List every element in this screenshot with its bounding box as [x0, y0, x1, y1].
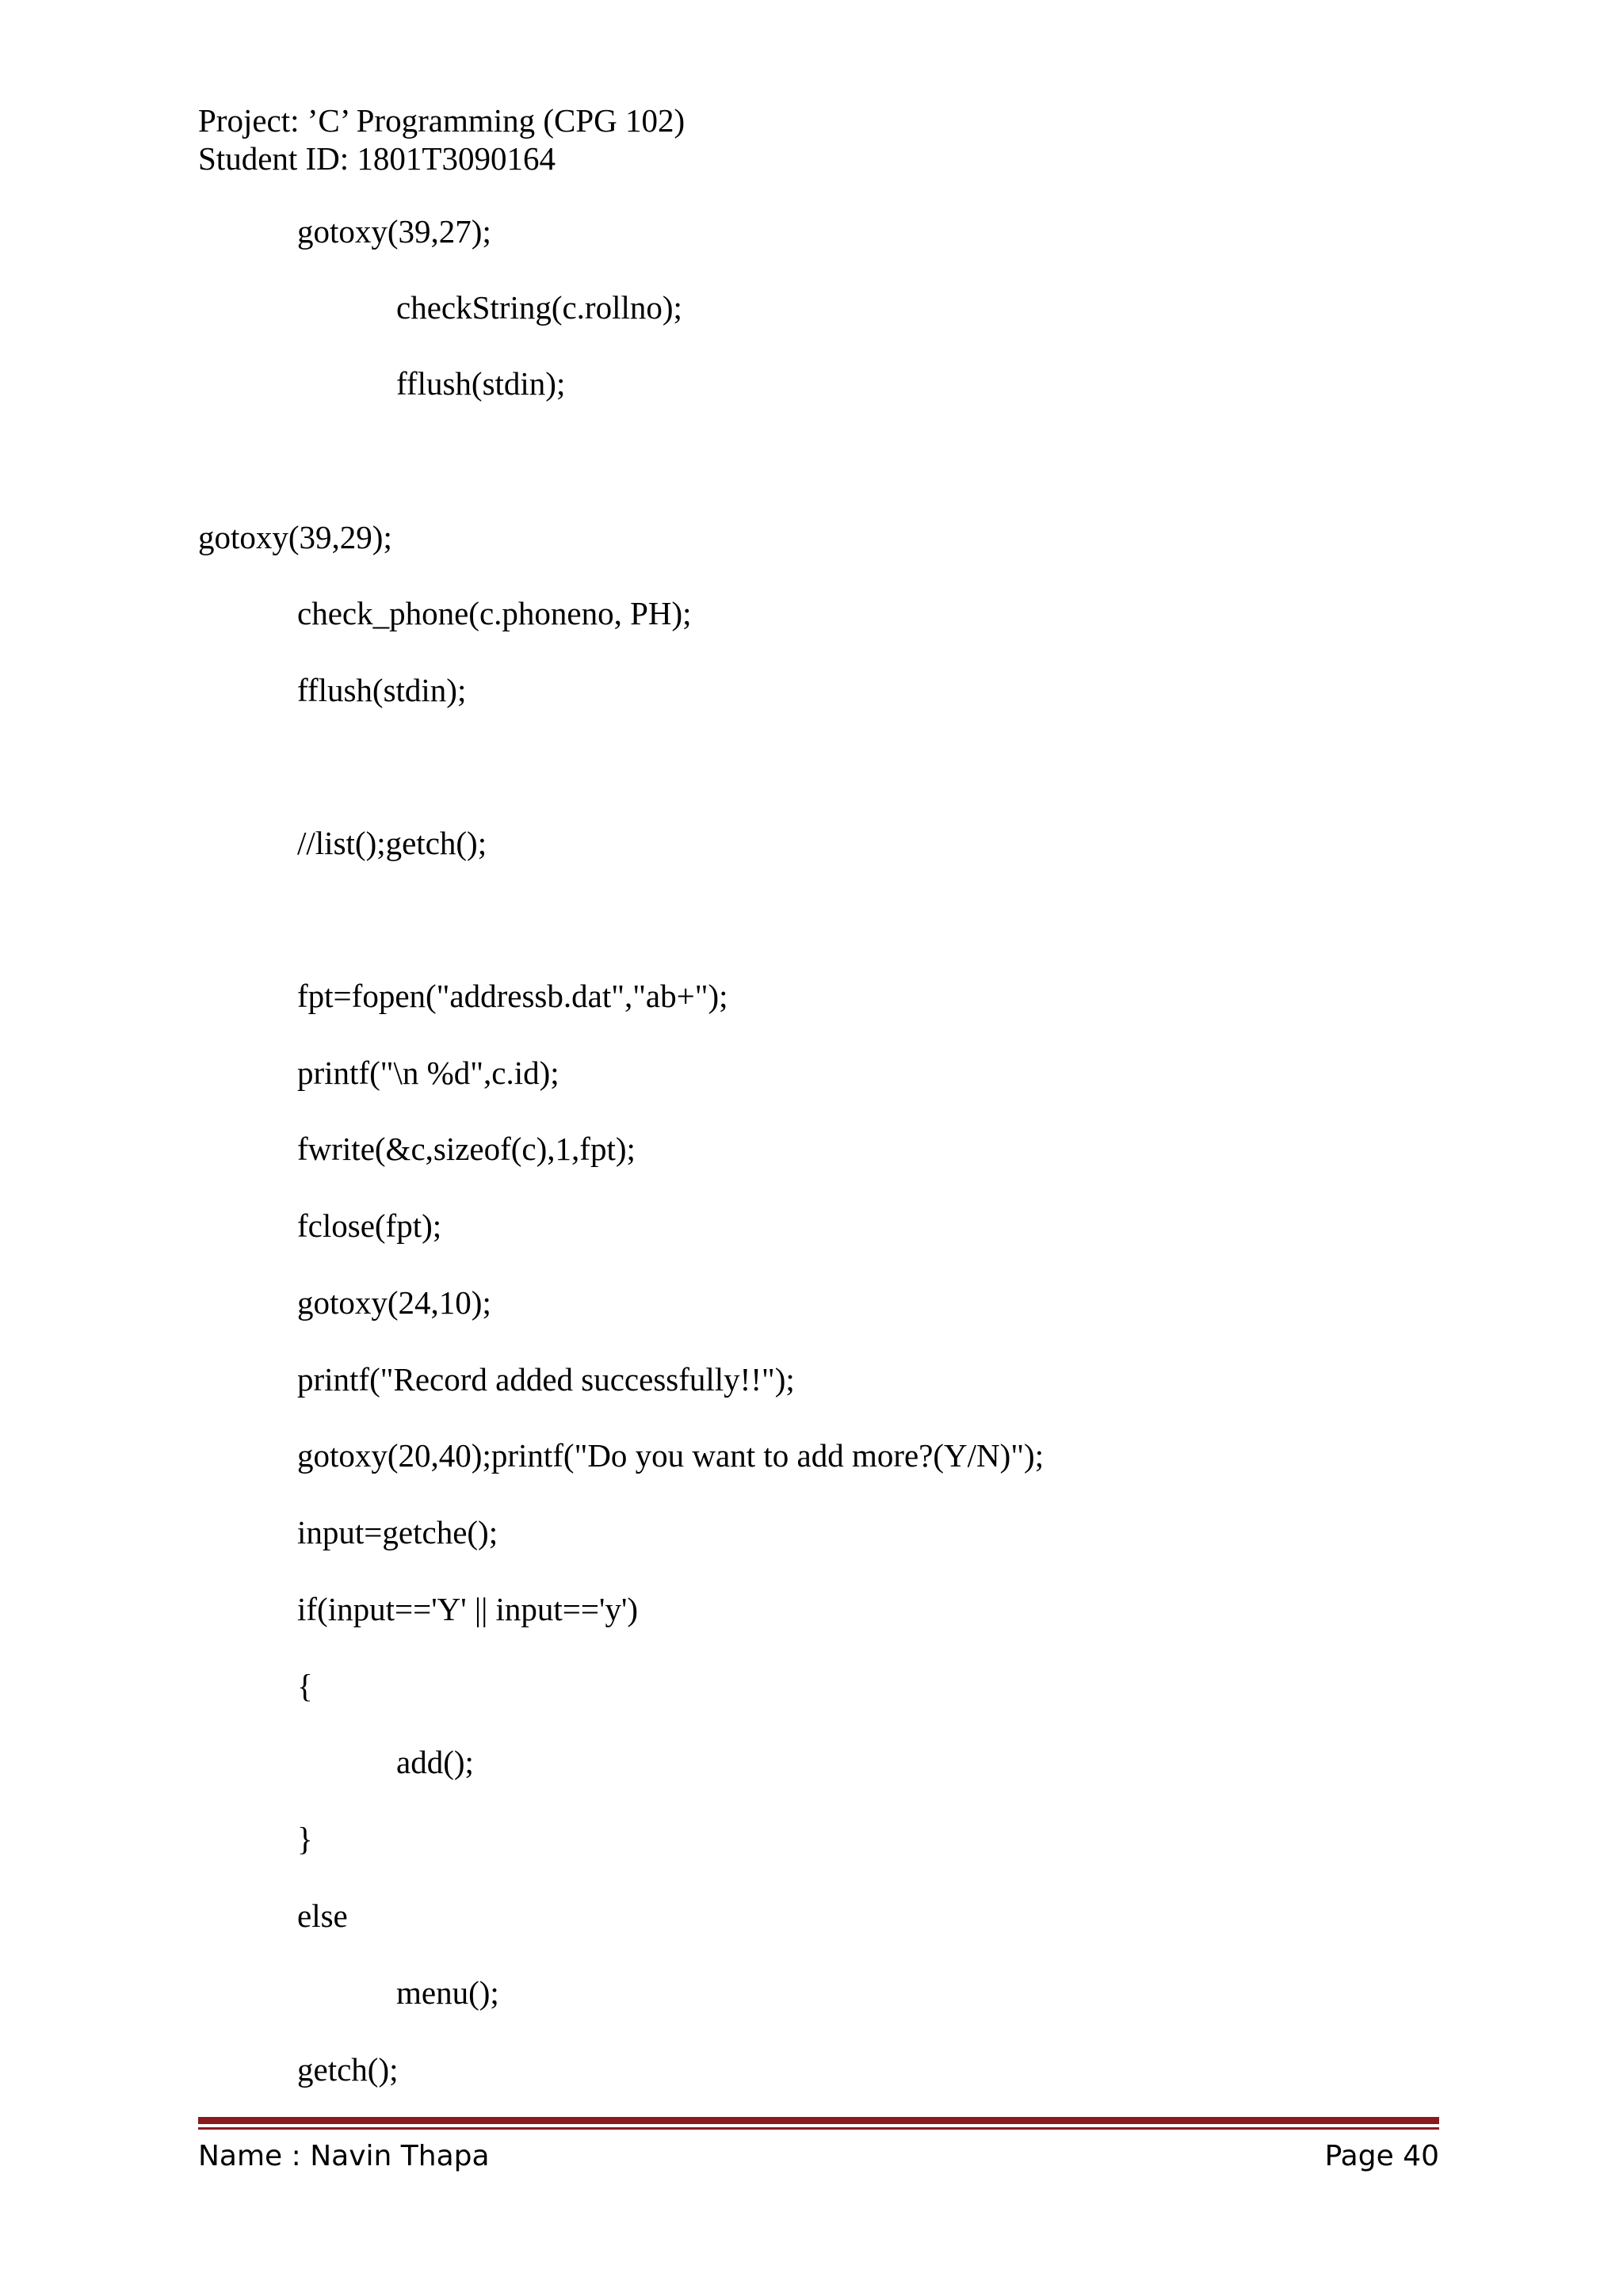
- code-line: gotoxy(39,29);: [198, 519, 392, 555]
- code-line: printf("\n %d",c.id);: [297, 1055, 559, 1091]
- code-line: input=getche();: [297, 1514, 498, 1550]
- author-name: Name : Navin Thapa: [198, 2140, 490, 2172]
- code-line: fflush(stdin);: [297, 672, 467, 708]
- code-line: fclose(fpt);: [297, 1207, 442, 1244]
- code-line: add();: [396, 1744, 474, 1780]
- project-title: Project: ’C’ Programming (CPG 102): [198, 102, 685, 139]
- code-line: menu();: [396, 1974, 499, 2011]
- code-line: gotoxy(24,10);: [297, 1284, 491, 1321]
- code-line: check_phone(c.phoneno, PH);: [297, 595, 692, 631]
- code-line: //list();getch();: [297, 825, 487, 861]
- code-line: fwrite(&c,sizeof(c),1,fpt);: [297, 1131, 636, 1167]
- code-line: gotoxy(39,27);: [297, 213, 491, 250]
- code-line: {: [297, 1668, 313, 1704]
- page-number: Page 40: [1324, 2140, 1439, 2172]
- code-line: printf("Record added successfully!!");: [297, 1361, 795, 1398]
- code-line: checkString(c.rollno);: [396, 289, 682, 326]
- code-line: gotoxy(20,40);printf("Do you want to add more?(Y/N)");: [297, 1437, 1044, 1474]
- footer-rule-thin: [198, 2127, 1439, 2130]
- code-line: getch();: [297, 2051, 399, 2088]
- code-line: else: [297, 1897, 348, 1934]
- code-line: if(input=='Y' || input=='y'): [297, 1591, 638, 1627]
- code-line: fpt=fopen("addressb.dat","ab+");: [297, 978, 728, 1014]
- page-header: [198, 101, 685, 177]
- footer-rule: [198, 2117, 1439, 2124]
- code-line: fflush(stdin);: [396, 365, 566, 402]
- code-line: }: [297, 1821, 313, 1857]
- page-footer: [198, 2139, 1439, 2174]
- student-id: Student ID: 1801T3090164: [198, 140, 556, 177]
